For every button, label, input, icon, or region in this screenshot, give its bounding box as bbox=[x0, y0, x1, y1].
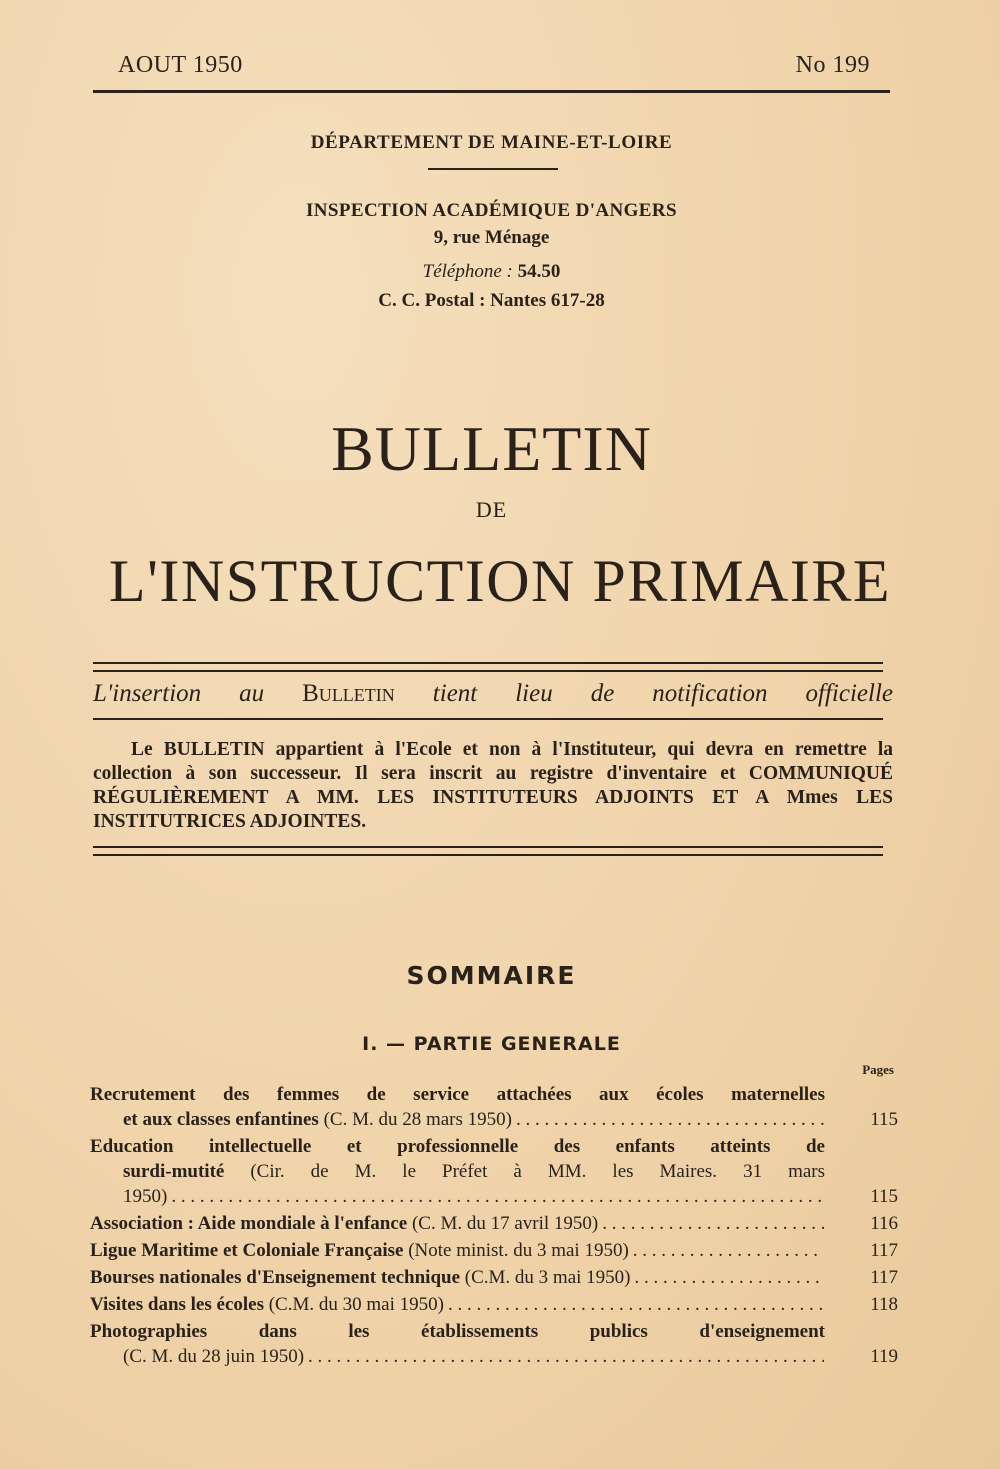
toc-entry bbox=[90, 1082, 898, 1132]
single-rule bbox=[93, 718, 883, 720]
double-rule-top bbox=[93, 662, 883, 672]
toc-entry-ref: (C. M. du 28 mars 1950) bbox=[323, 1109, 512, 1130]
toc-leader bbox=[308, 1344, 824, 1369]
toc-entry-page: 117 bbox=[870, 1267, 898, 1288]
toc-leader bbox=[171, 1184, 824, 1209]
toc-entry-title: Photographies dans les établissements publics d'enseignement bbox=[90, 1321, 825, 1342]
department: DÉPARTEMENT DE MAINE-ET-LOIRE bbox=[310, 132, 673, 153]
toc-entry-ref: (C. M. du 17 avril 1950) bbox=[411, 1213, 599, 1234]
insertion-bulletin: Bulletin bbox=[302, 680, 395, 707]
toc-entry-ref: (Cir. de M. le Préfet à MM. les Maires. 31 mars bbox=[250, 1161, 826, 1182]
toc-entry-title-cont: surdi-mutité bbox=[123, 1161, 225, 1182]
issue-date: AOUT 1950 bbox=[118, 52, 243, 78]
toc-entry-page: 116 bbox=[870, 1213, 898, 1234]
toc-entry bbox=[90, 1238, 898, 1263]
toc-entry-title-cont: et aux classes enfantines bbox=[123, 1109, 319, 1130]
summary-title: SOMMAIRE bbox=[406, 961, 577, 990]
title-instruction: L'INSTRUCTION PRIMAIRE bbox=[108, 548, 892, 614]
insertion-notice bbox=[93, 680, 893, 708]
inspection-name: INSPECTION ACADÉMIQUE D'ANGERS bbox=[306, 200, 677, 221]
double-rule-bottom bbox=[93, 846, 883, 856]
toc-leader bbox=[634, 1265, 824, 1290]
telephone-label: Téléphone : bbox=[422, 261, 513, 282]
toc-entry-page: 117 bbox=[870, 1240, 898, 1261]
toc-entry-title: Ligue Maritime et Coloniale Française bbox=[90, 1240, 404, 1261]
summary-section: I. — PARTIE GENERALE bbox=[362, 1033, 621, 1055]
short-divider bbox=[428, 168, 558, 170]
ownership-notice-text: Le BULLETIN appartient à l'Ecole et non à l'Instituteur, qui devra en remettre la collection à son successeur. Il sera inscrit au registre d'inventaire et COMMUNIQUÉ RÉGULIÈREMENT A MM. LES INSTITUTEURS ADJOINTS ET A Mmes LES INSTITUTRICES ADJOINTES. bbox=[93, 739, 893, 832]
toc-leader bbox=[516, 1107, 824, 1132]
table-of-contents bbox=[90, 1082, 898, 1371]
issue-number: No 199 bbox=[795, 52, 870, 78]
toc-entry-ref: (C.M. du 3 mai 1950) bbox=[464, 1267, 631, 1288]
toc-entry-page: 115 bbox=[870, 1109, 898, 1130]
toc-entry bbox=[90, 1292, 898, 1317]
toc-entry-ref: (Note minist. du 3 mai 1950) bbox=[408, 1240, 629, 1261]
toc-entry bbox=[90, 1134, 898, 1209]
toc-entry-title: Recrutement des femmes de service attachées aux écoles maternelles bbox=[90, 1084, 825, 1105]
toc-entry-ref: (C.M. du 30 mai 1950) bbox=[268, 1294, 444, 1315]
insertion-pre: L'insertion au bbox=[93, 680, 265, 707]
title-bulletin: BULLETIN bbox=[331, 413, 652, 484]
toc-entry-page: 119 bbox=[870, 1346, 898, 1367]
toc-entry-page: 118 bbox=[870, 1294, 898, 1315]
title-de: DE bbox=[475, 497, 508, 522]
telephone-number: 54.50 bbox=[517, 261, 561, 282]
ownership-notice bbox=[93, 738, 893, 834]
telephone bbox=[93, 261, 890, 283]
insertion-post: tient lieu de notification officielle bbox=[432, 680, 894, 707]
postal-account: C. C. Postal : Nantes 617-28 bbox=[378, 290, 605, 311]
toc-entry bbox=[90, 1265, 898, 1290]
toc-entry-ref: (C. M. du 28 juin 1950) bbox=[123, 1346, 305, 1367]
toc-entry-page: 115 bbox=[870, 1186, 898, 1207]
inspection-address: 9, rue Ménage bbox=[433, 227, 550, 248]
toc-leader bbox=[448, 1292, 824, 1317]
toc-entry-ref-cont: 1950) bbox=[123, 1186, 168, 1207]
toc-entry-title: Education intellectuelle et professionnelle des enfants atteints de bbox=[90, 1136, 825, 1157]
toc-entry-title: Bourses nationales d'Enseignement technique bbox=[90, 1267, 461, 1288]
toc-entry-title: Association : Aide mondiale à l'enfance bbox=[90, 1213, 408, 1234]
header-rule bbox=[93, 90, 890, 93]
toc-leader bbox=[633, 1238, 824, 1263]
pages-label: Pages bbox=[862, 1062, 894, 1077]
toc-entry bbox=[90, 1211, 898, 1236]
toc-entry-title: Visites dans les écoles bbox=[90, 1294, 264, 1315]
toc-leader bbox=[602, 1211, 824, 1236]
toc-entry bbox=[90, 1319, 898, 1369]
